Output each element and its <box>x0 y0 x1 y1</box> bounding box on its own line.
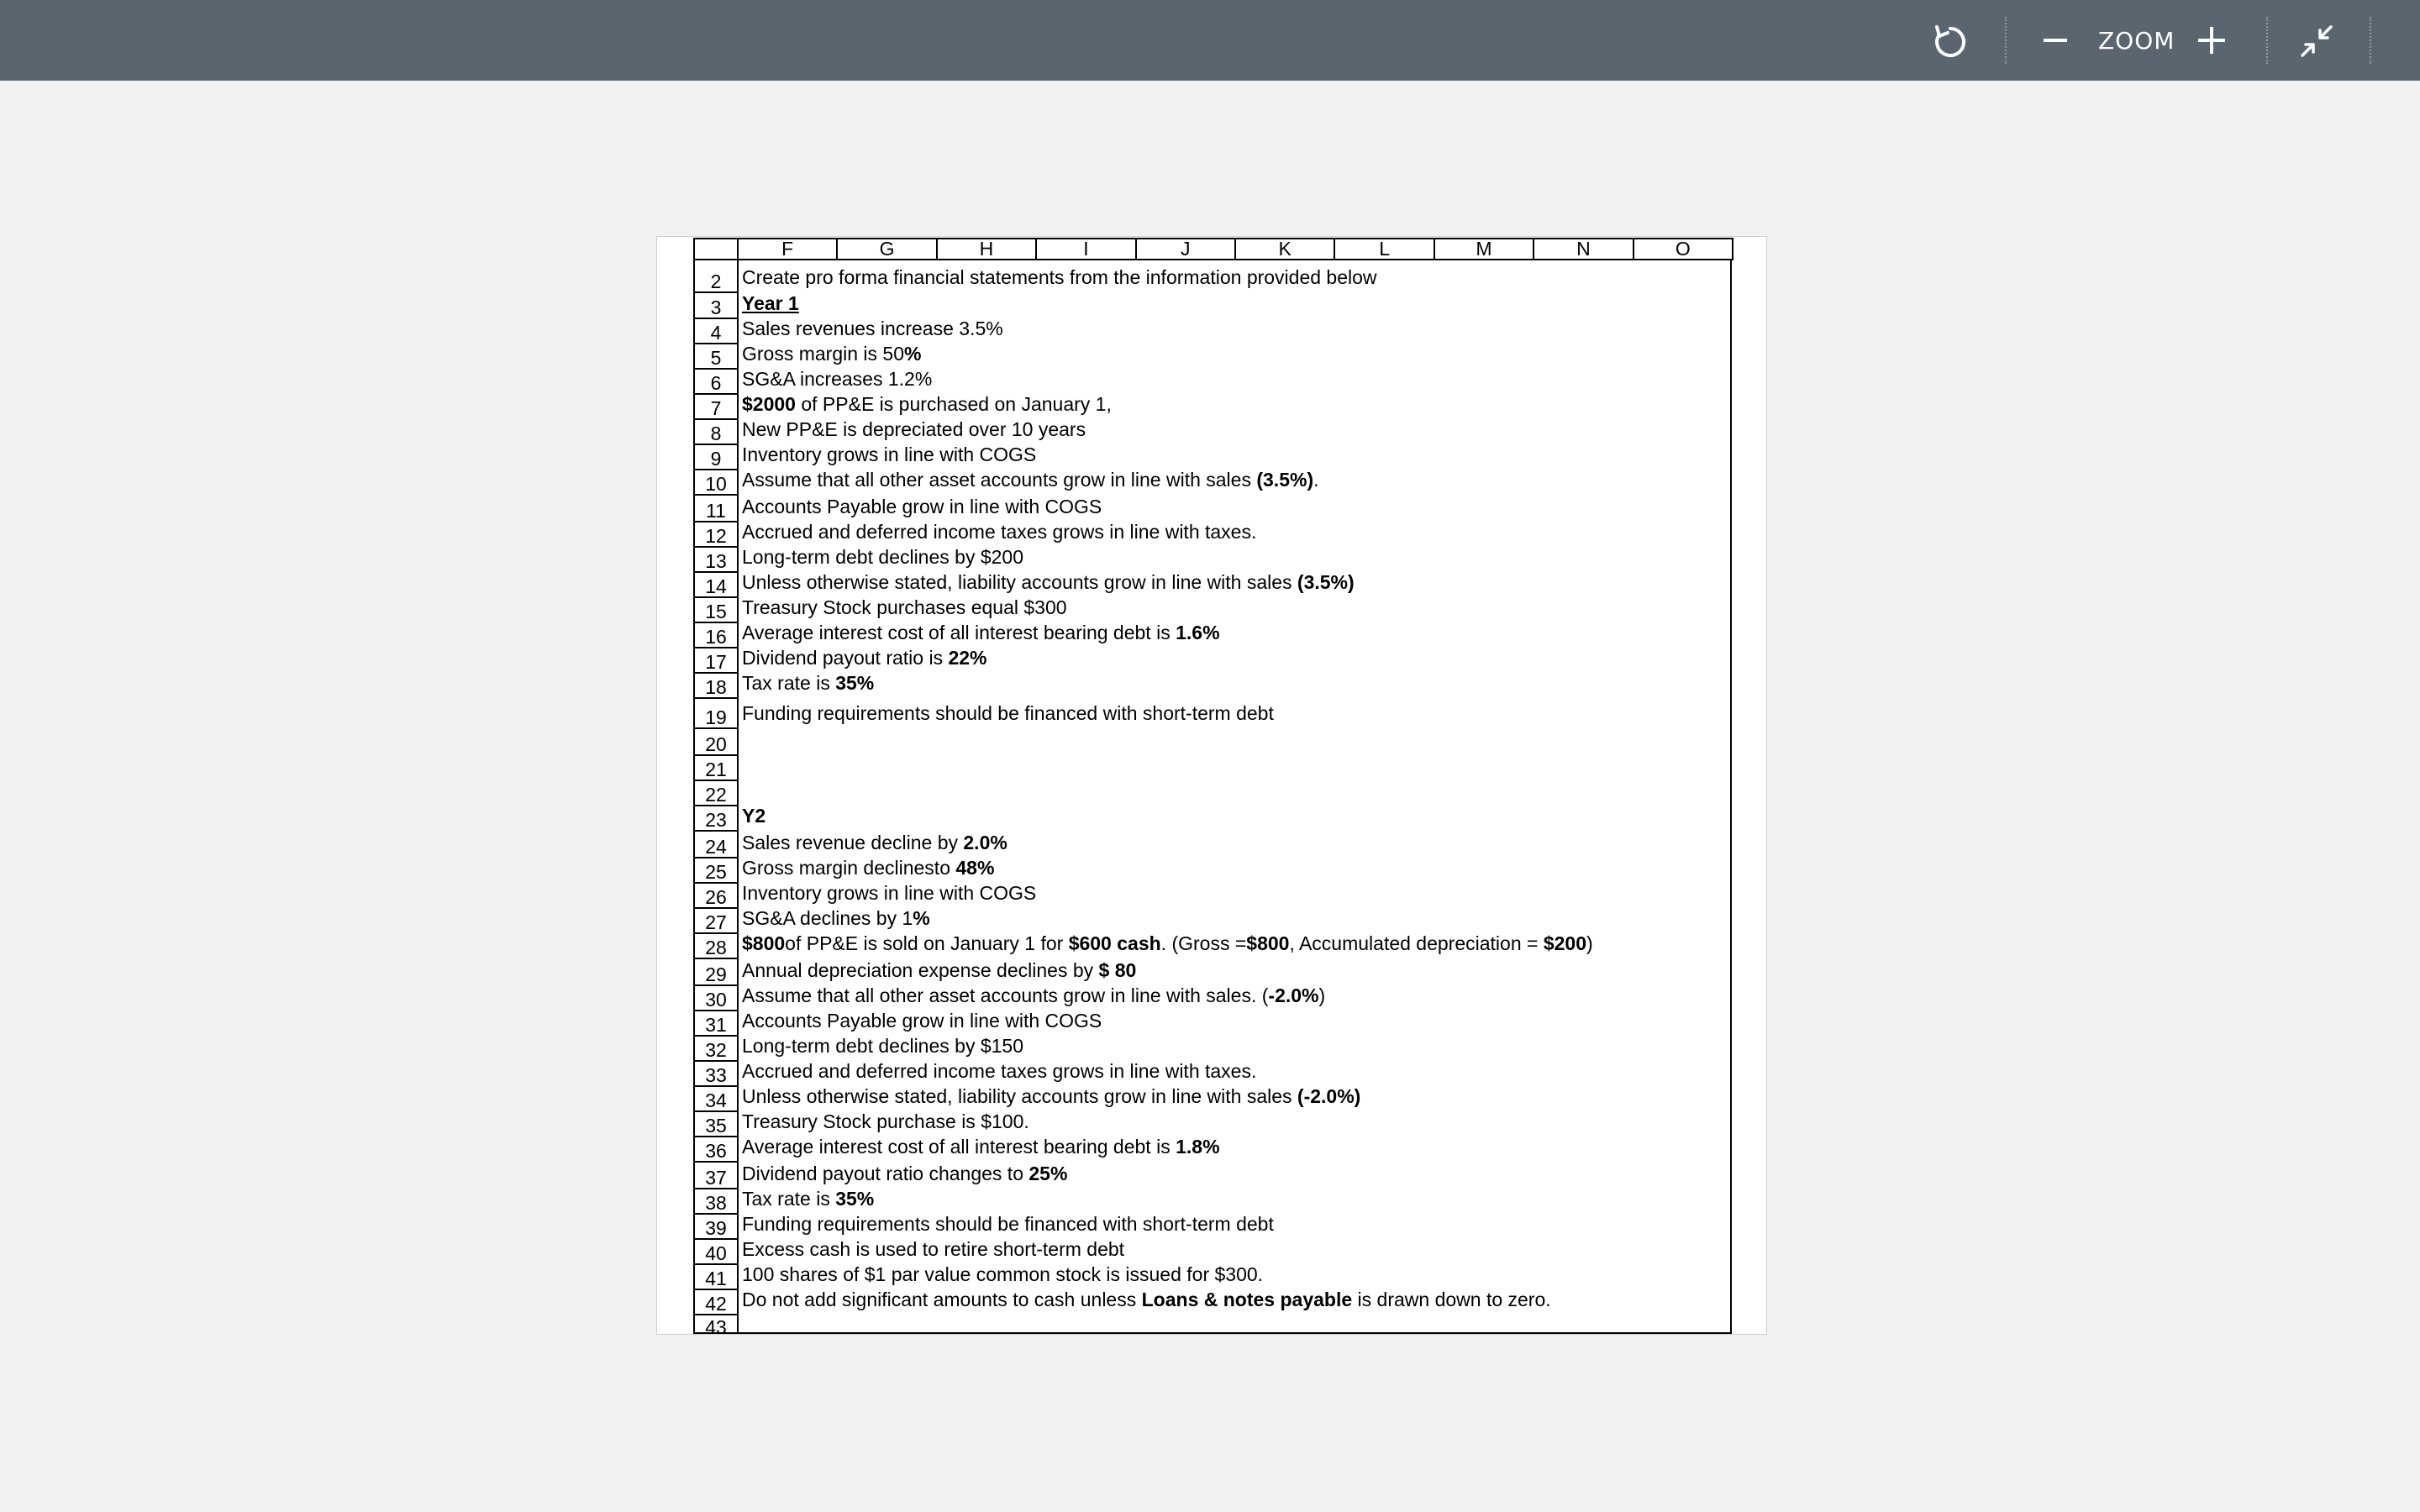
cell-text-segment: New PP&E is depreciated over 10 years <box>742 418 1086 440</box>
row-header: 5 <box>693 343 739 368</box>
row-header: 25 <box>693 857 739 882</box>
row-header: 37 <box>693 1161 739 1188</box>
cell-text-segment: Accrued and deferred income taxes grows in line with taxes. <box>742 521 1257 543</box>
cell-text-segment: SG&A increases 1.2% <box>742 368 933 390</box>
cell-text-row-11 <box>742 495 1102 518</box>
cell-text-row-29 <box>742 958 1136 982</box>
cell-text-row-28 <box>742 932 1593 955</box>
row-header: 8 <box>693 418 739 444</box>
cell-text-row-41 <box>742 1263 1263 1286</box>
row-header: 4 <box>693 318 739 343</box>
cell-text-row-14 <box>742 570 1355 594</box>
cell-text-segment: % <box>913 907 930 929</box>
row-header: 26 <box>693 882 739 907</box>
cell-text-row-5 <box>742 342 921 365</box>
cell-text-segment: 1.8% <box>1176 1136 1220 1158</box>
cell-text-segment: 25% <box>1028 1163 1068 1184</box>
cell-text-segment: Do not add significant amounts to cash unless <box>742 1289 1142 1310</box>
cell-text-row-4 <box>742 317 1003 340</box>
cell-text-row-10 <box>742 468 1319 491</box>
cell-text-row-23 <box>742 804 765 827</box>
cell-text-segment: 22% <box>948 647 987 669</box>
cell-text-segment: is drawn down to zero. <box>1352 1289 1551 1310</box>
cell-text-segment: ) <box>1318 984 1326 1006</box>
row-header: 40 <box>693 1238 739 1263</box>
cell-text-row-18 <box>742 671 874 695</box>
row-header: 35 <box>693 1110 739 1136</box>
cell-text-segment: -2.0% <box>1268 984 1319 1006</box>
cell-text-segment: $200 <box>1543 932 1587 954</box>
zoom-in-button[interactable] <box>2196 25 2227 55</box>
cell-text-row-9 <box>742 443 1036 466</box>
row-header: 36 <box>693 1136 739 1161</box>
corner-header <box>693 238 739 260</box>
cell-text-row-30 <box>742 984 1325 1007</box>
cell-text-segment: SG&A declines by 1 <box>742 907 913 929</box>
cell-text-segment: Loans & notes payable <box>1141 1289 1353 1310</box>
cell-text-segment: Create pro forma financial statements from the information provided below <box>742 266 1377 288</box>
column-header-l: L <box>1334 238 1434 260</box>
cell-text-segment: Gross margin declinesto <box>742 857 956 879</box>
cell-text-segment: Treasury Stock purchases equal $300 <box>742 596 1067 618</box>
collapse-icon[interactable] <box>2299 24 2334 59</box>
row-header: 15 <box>693 596 739 622</box>
cell-text-segment: 1.6% <box>1176 622 1220 643</box>
cell-text-segment: 2.0% <box>963 832 1007 853</box>
cell-text-row-7 <box>742 392 1112 416</box>
cell-text-row-2 <box>742 265 1377 289</box>
zoom-out-button[interactable] <box>2044 39 2067 42</box>
cell-text-segment: 100 shares of $1 par value common stock is issued for $300. <box>742 1263 1264 1285</box>
zoom-label: ZOOM <box>2098 27 2175 55</box>
cell-text-segment: Sales revenues increase 3.5% <box>742 318 1003 339</box>
row-header: 14 <box>693 571 739 596</box>
cell-text-segment: Dividend payout ratio changes to <box>742 1163 1029 1184</box>
row-header: 16 <box>693 622 739 647</box>
row-header: 19 <box>693 697 739 727</box>
cell-text-segment: $600 cash <box>1068 932 1161 954</box>
cell-text-row-34 <box>742 1084 1360 1108</box>
row-header: 18 <box>693 672 739 697</box>
cell-text-segment: Funding requirements should be financed with short-term debt <box>742 1213 1274 1235</box>
cell-text-row-13 <box>742 545 1023 569</box>
cell-text-row-3 <box>742 291 799 315</box>
cell-text-row-39 <box>742 1212 1274 1236</box>
column-header-g: G <box>836 238 937 260</box>
cell-text-segment: $800 <box>1246 932 1290 954</box>
cell-text-row-31 <box>742 1009 1102 1032</box>
row-header: 27 <box>693 907 739 932</box>
row-header: 38 <box>693 1188 739 1213</box>
cell-text-segment: (3.5%) <box>1297 571 1355 593</box>
row-header: 28 <box>693 932 739 958</box>
cell-text-row-17 <box>742 646 987 669</box>
column-header-h: H <box>936 238 1037 260</box>
cell-text-row-42 <box>742 1288 1551 1311</box>
row-header: 23 <box>693 805 739 830</box>
row-header: 13 <box>693 546 739 571</box>
cell-text-row-19 <box>742 701 1274 725</box>
cell-text-segment: Tax rate is <box>742 672 836 694</box>
cell-text-segment: Year 1 <box>742 292 799 314</box>
cell-text-row-24 <box>742 831 1007 854</box>
cell-text-segment: Assume that all other asset accounts grow in line with sales <box>742 469 1257 491</box>
cell-text-segment: Average interest cost of all interest bearing debt is <box>742 622 1176 643</box>
cell-text-segment: Y2 <box>742 805 766 827</box>
cell-text-segment: , Accumulated depreciation = <box>1289 932 1544 954</box>
row-header: 20 <box>693 727 739 754</box>
row-header: 7 <box>693 393 739 418</box>
cell-text-row-32 <box>742 1034 1023 1058</box>
row-header: 2 <box>693 259 739 291</box>
cell-text-segment: Accounts Payable grow in line with COGS <box>742 1010 1102 1032</box>
row-header: 6 <box>693 368 739 393</box>
row-header: 17 <box>693 647 739 672</box>
row-header: 31 <box>693 1010 739 1035</box>
cell-text-segment: Unless otherwise stated, liability accounts grow in line with sales <box>742 1085 1297 1107</box>
cell-text-segment: Accounts Payable grow in line with COGS <box>742 496 1102 517</box>
cell-text-segment: Unless otherwise stated, liability accounts grow in line with sales <box>742 571 1297 593</box>
cell-text-row-35 <box>742 1110 1029 1133</box>
row-header: 42 <box>693 1289 739 1314</box>
cell-text-segment: 48% <box>955 857 995 879</box>
cell-text-segment: $800 <box>742 932 786 954</box>
cell-text-segment: Dividend payout ratio is <box>742 647 949 669</box>
column-header-i: I <box>1035 238 1136 260</box>
toolbar-separator <box>2005 17 2007 64</box>
row-header: 3 <box>693 291 739 318</box>
cell-text-row-40 <box>742 1237 1124 1261</box>
cell-text-segment: (3.5%) <box>1256 469 1314 491</box>
cell-text-row-26 <box>742 881 1036 905</box>
viewer-toolbar <box>0 0 2420 81</box>
cell-text-segment: 35% <box>835 1188 875 1210</box>
cell-text-row-12 <box>742 520 1256 543</box>
cell-text-segment: Long-term debt declines by $150 <box>742 1035 1023 1057</box>
cell-text-segment: $ 80 <box>1098 959 1137 981</box>
cell-text-row-16 <box>742 621 1220 644</box>
refresh-icon[interactable] <box>1932 20 1969 60</box>
row-header: 21 <box>693 754 739 780</box>
row-header: 10 <box>693 469 739 494</box>
cell-text-segment: Accrued and deferred income taxes grows in line with taxes. <box>742 1060 1257 1082</box>
column-header-k: K <box>1234 238 1335 260</box>
cell-text-segment: of PP&E is sold on January 1 for <box>785 932 1069 954</box>
cell-text-row-8 <box>742 417 1086 441</box>
row-header: 9 <box>693 444 739 469</box>
cell-text-segment: Tax rate is <box>742 1188 836 1210</box>
row-header: 43 <box>693 1314 739 1334</box>
cell-text-segment: Excess cash is used to retire short-term debt <box>742 1238 1125 1260</box>
cell-text-segment: Gross margin is 50 <box>742 343 905 365</box>
column-header-n: N <box>1533 238 1634 260</box>
column-header-f: F <box>737 238 838 260</box>
cell-text-segment: ) <box>1586 932 1593 954</box>
row-header: 12 <box>693 521 739 546</box>
cell-text-segment: Assume that all other asset accounts grow in line with sales. ( <box>742 984 1269 1006</box>
cell-text-row-6 <box>742 367 932 391</box>
cell-text-segment: 35% <box>835 672 875 694</box>
cell-text-segment: Annual depreciation expense declines by <box>742 959 1099 981</box>
row-header: 22 <box>693 780 739 805</box>
cell-text-segment: Long-term debt declines by $200 <box>742 546 1023 568</box>
column-header-m: M <box>1434 238 1534 260</box>
cell-text-segment: Sales revenue decline by <box>742 832 964 853</box>
cell-text-segment: Treasury Stock purchase is $100. <box>742 1110 1029 1132</box>
cell-text-row-27 <box>742 906 930 930</box>
row-header: 41 <box>693 1263 739 1289</box>
cell-text-segment: . (Gross = <box>1160 932 1247 954</box>
cell-text-segment: Inventory grows in line with COGS <box>742 882 1037 904</box>
cell-text-row-33 <box>742 1059 1256 1083</box>
toolbar-separator <box>2266 17 2268 64</box>
cell-text-row-15 <box>742 596 1067 619</box>
toolbar-separator <box>2370 17 2371 64</box>
cell-text-segment: Average interest cost of all interest bearing debt is <box>742 1136 1176 1158</box>
cell-text-row-38 <box>742 1187 874 1210</box>
row-header: 32 <box>693 1035 739 1060</box>
cell-text-row-36 <box>742 1135 1220 1158</box>
column-header-j: J <box>1135 238 1236 260</box>
row-header: 33 <box>693 1060 739 1085</box>
row-header: 29 <box>693 958 739 984</box>
cell-text-segment: % <box>904 343 922 365</box>
row-header: 34 <box>693 1085 739 1110</box>
cell-text-segment: Funding requirements should be financed with short-term debt <box>742 702 1274 724</box>
row-header: 39 <box>693 1213 739 1238</box>
row-header: 11 <box>693 494 739 521</box>
cell-text-row-37 <box>742 1162 1067 1185</box>
cell-text-segment: (-2.0%) <box>1297 1085 1361 1107</box>
column-header-o: O <box>1633 238 1733 260</box>
cell-text-segment: of PP&E is purchased on January 1, <box>795 393 1112 415</box>
cell-text-segment: $2000 <box>742 393 796 415</box>
cell-text-segment: . <box>1313 469 1319 491</box>
row-header: 24 <box>693 830 739 857</box>
row-header: 30 <box>693 984 739 1010</box>
cell-text-row-25 <box>742 856 994 879</box>
cell-text-segment: Inventory grows in line with COGS <box>742 444 1037 465</box>
